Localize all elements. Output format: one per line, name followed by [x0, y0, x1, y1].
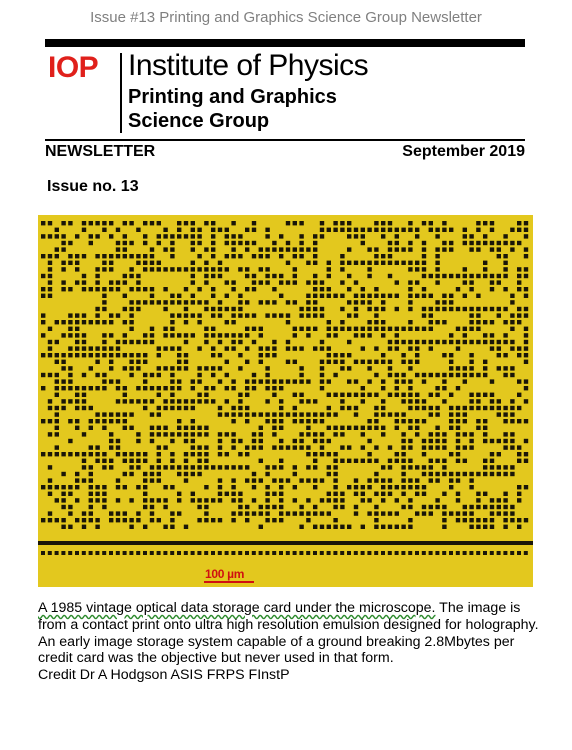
- group-name-line-1: Printing and Graphics: [128, 86, 337, 108]
- issue-number: Issue no. 13: [47, 178, 139, 195]
- logo-divider: [120, 53, 122, 133]
- masthead-row: [45, 143, 525, 161]
- scale-bar-label: 100 µm: [205, 567, 245, 581]
- caption-body: The image is from a contact print onto ultra high resolution emulsion designed for holography. An early image storage system capable of a ground breaking 2.8Mbytes per credit card was the objective but never used in that form.: [38, 600, 539, 667]
- document-title: Issue #13 Printing and Graphics Science Group Newsletter: [90, 9, 482, 26]
- masthead-top-rule: [45, 39, 525, 47]
- iop-logo-mark: IOP: [48, 51, 99, 84]
- issue-date: September 2019: [402, 143, 525, 160]
- photo-caption: [38, 600, 548, 684]
- caption-credit: Credit Dr A Hodgson ASIS FRPS FInstP: [38, 667, 290, 684]
- organisation-name: Institute of Physics: [128, 49, 369, 82]
- caption-lead: A 1985 vintage optical data storage card under the microscope.: [38, 600, 436, 616]
- microscope-photo: [38, 215, 533, 587]
- caption-text: [38, 600, 548, 667]
- masthead-bottom-rule: [45, 139, 525, 141]
- newsletter-label: NEWSLETTER: [45, 143, 156, 160]
- data-card-pattern: [38, 215, 533, 587]
- group-name-line-2: Science Group: [128, 110, 270, 132]
- scale-bar: [204, 581, 254, 583]
